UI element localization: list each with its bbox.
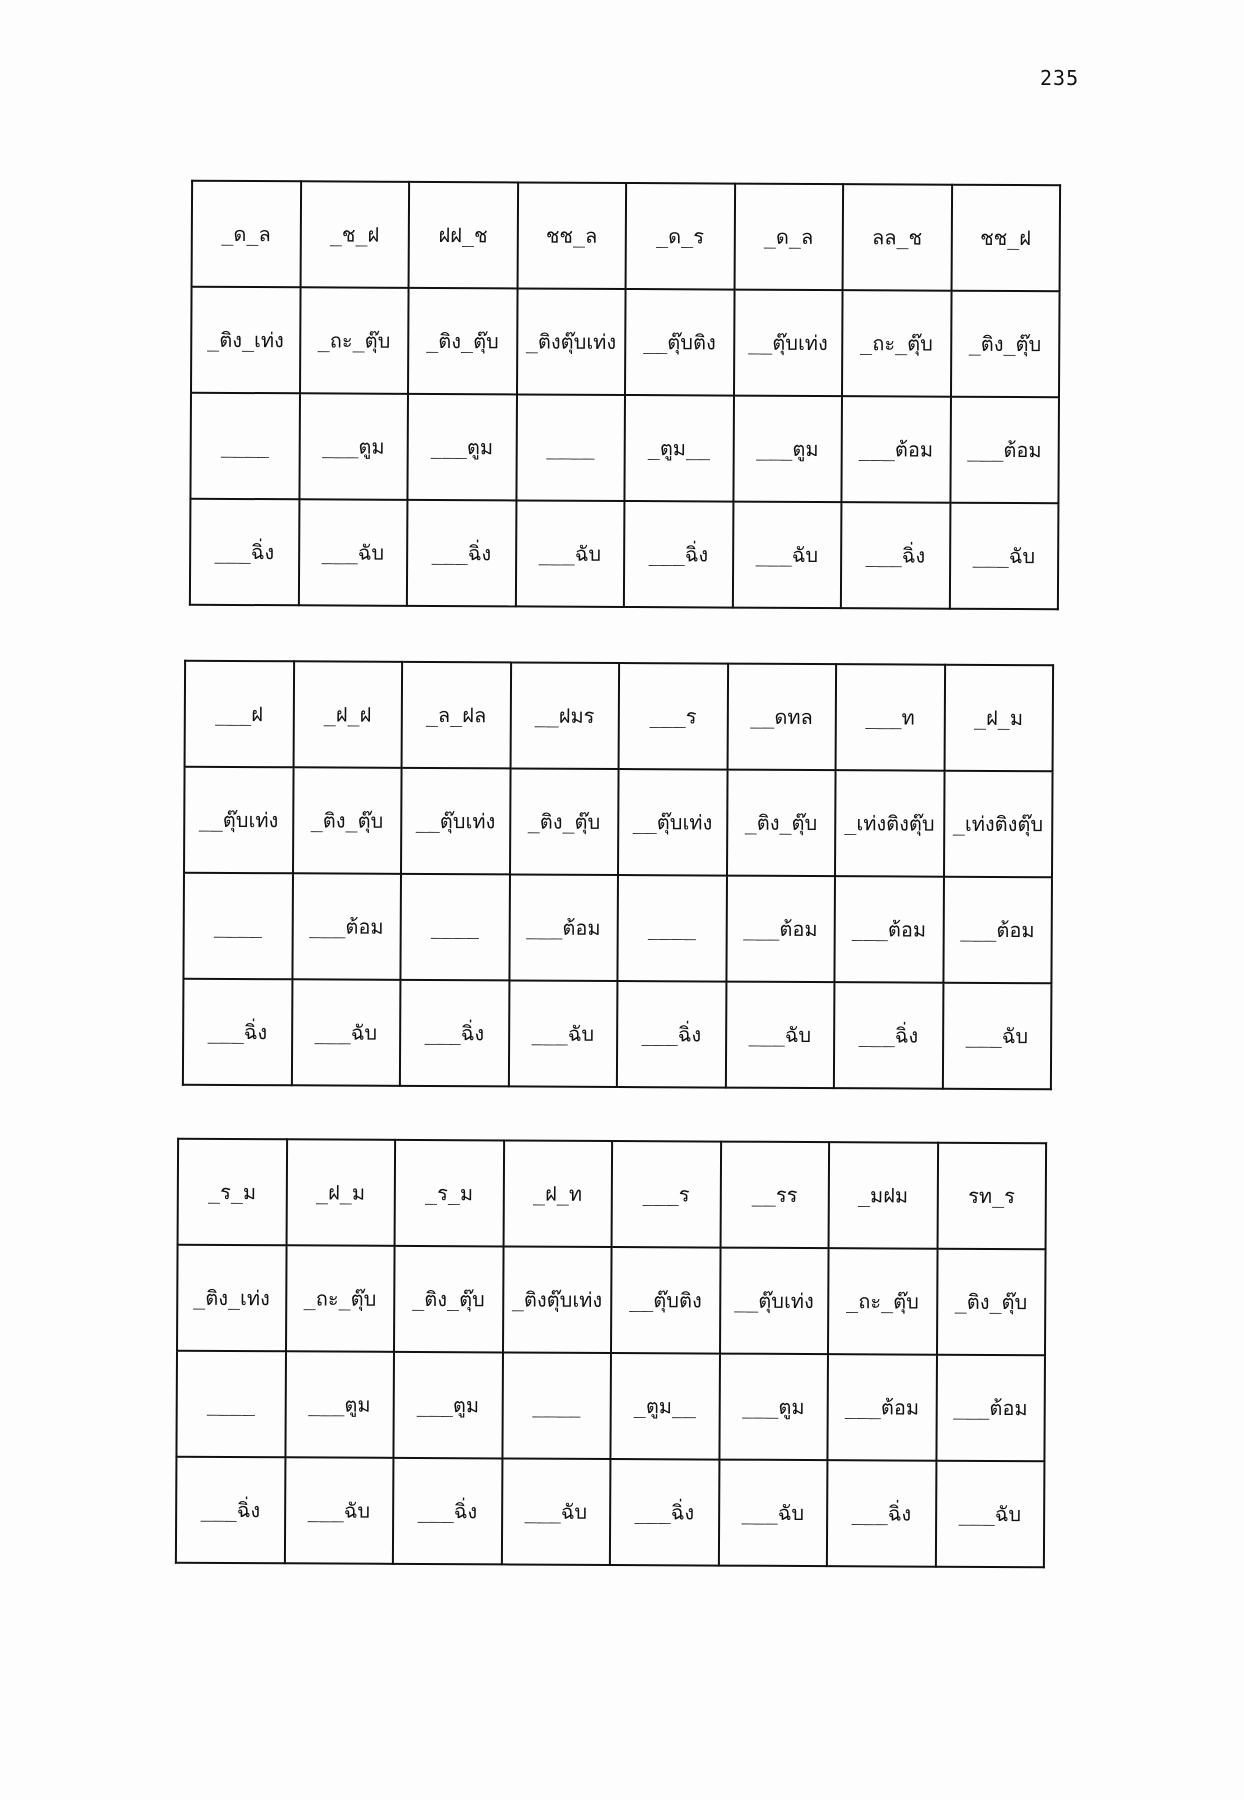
table-cell: ___ตูม <box>733 396 842 503</box>
table-row <box>191 287 1060 398</box>
table-cell: _ฝ_ม <box>286 1139 395 1246</box>
table-cell: __ดทล <box>727 664 836 771</box>
table-cell: __ตุ๊บเท่ง <box>184 767 293 874</box>
table-row <box>185 661 1054 772</box>
table-cell: ____ <box>176 1351 285 1458</box>
table-cell: ___ต้อม <box>827 1354 936 1461</box>
table-cell: ___ฉับ <box>718 1460 827 1567</box>
table-cell: _ติง_ตุ๊บ <box>936 1249 1045 1356</box>
table-cell: ชช_ล <box>517 182 626 289</box>
table-cell: _ติง_เท่ง <box>191 287 300 394</box>
table-row <box>190 499 1059 610</box>
table-cell: __ฝมร <box>510 662 619 769</box>
table-cell: ____ <box>183 873 292 980</box>
table-cell: _ติงตุ๊บเท่ง <box>503 1246 612 1353</box>
table-cell: ___ต้อม <box>292 873 401 980</box>
table-cell: ___ฉับ <box>935 1461 1044 1568</box>
table-cell: _ฝ_ม <box>944 665 1053 772</box>
notation-table-3 <box>175 1138 1047 1569</box>
table-cell: ___ฉับ <box>725 982 834 1089</box>
table-cell: ___ตูม <box>285 1351 394 1458</box>
table-cell: ___ต้อม <box>726 876 835 983</box>
table-row <box>176 1351 1045 1462</box>
notation-table-2 <box>182 660 1054 1091</box>
table-cell: _ติง_ตุ๊บ <box>950 291 1059 398</box>
table-cell: _ฝ_ท <box>503 1140 612 1247</box>
table-cell: ___ฉิ่ง <box>624 501 733 608</box>
table-cell: ___ร <box>619 663 728 770</box>
table-cell: _ด_ล <box>192 181 301 288</box>
table-cell: ___ตูม <box>407 394 516 501</box>
table-cell: ___ฉับ <box>942 983 1051 1090</box>
table-cell: __ตุ๊บเท่ง <box>719 1248 828 1355</box>
table-row <box>190 393 1059 504</box>
table-cell: _ติง_ตุ๊บ <box>726 770 835 877</box>
table-cell: ___ฉิ่ง <box>834 982 943 1089</box>
table-cell: _มฝม <box>829 1142 938 1249</box>
table-cell: _ถะ_ตุ๊บ <box>842 290 951 397</box>
table-cell: ___ฉิ่ง <box>400 980 509 1087</box>
table-cell: ___ฉิ่ง <box>190 499 299 606</box>
table-cell: ___ฉับ <box>284 1457 393 1564</box>
table-cell: รท_ร <box>937 1143 1046 1250</box>
table-cell: ____ <box>502 1352 611 1459</box>
table-row <box>184 767 1053 878</box>
table-cell: ___ร <box>612 1141 721 1248</box>
table-cell: ____ <box>190 393 299 500</box>
table-cell: __ตุ๊บเท่ง <box>401 768 510 875</box>
table-cell: _ด_ร <box>626 183 735 290</box>
table-cell: ___ฉิ่ง <box>841 502 950 609</box>
table-cell: ___ฉิ่ง <box>827 1460 936 1567</box>
table-cell: _ร_ม <box>178 1139 287 1246</box>
table-cell: ___ตูม <box>719 1354 828 1461</box>
table-cell: ___ฉับ <box>732 502 841 609</box>
table-cell: ___ต้อม <box>950 397 1059 504</box>
table-cell: ____ <box>400 874 509 981</box>
table-row <box>183 873 1052 984</box>
table-cell: _เท่งติงตุ๊บ <box>943 771 1052 878</box>
table-cell: __ตุ๊บเท่ง <box>618 769 727 876</box>
table-row <box>177 1245 1046 1356</box>
notation-table-1 <box>189 180 1061 611</box>
table-cell: _ติง_ตุ๊บ <box>510 768 619 875</box>
table-cell: ___ฉิ่ง <box>617 981 726 1088</box>
table-cell: _ตูม__ <box>610 1353 719 1460</box>
table-cell: ___ตูม <box>393 1352 502 1459</box>
table-cell: _ติง_ตุ๊บ <box>394 1246 503 1353</box>
table-cell: _ตูม__ <box>624 395 733 502</box>
table-cell: _ติง_ตุ๊บ <box>408 288 517 395</box>
table-cell: _เท่งติงตุ๊บ <box>835 770 944 877</box>
table-cell: ___ท <box>836 664 945 771</box>
table-cell: ___ตูม <box>299 393 408 500</box>
table-cell: _ถะ_ตุ๊บ <box>286 1245 395 1352</box>
table-cell: _ร_ม <box>395 1140 504 1247</box>
table-cell: ___ต้อม <box>943 877 1052 984</box>
table-cell: ชช_ฝ <box>951 185 1060 292</box>
table-cell: ___ฉิ่ง <box>176 1457 285 1564</box>
table-cell: ___ฉับ <box>949 503 1058 610</box>
table-row <box>176 1457 1045 1568</box>
table-row <box>183 979 1052 1090</box>
table-cell: __ตุ๊บเท่ง <box>733 290 842 397</box>
table-row <box>178 1139 1047 1250</box>
table-cell: ___ฉับ <box>291 979 400 1086</box>
table-cell: ___ฉิ่ง <box>407 500 516 607</box>
table-cell: _ฝ_ฝ <box>293 661 402 768</box>
table-cell: ___ต้อม <box>509 874 618 981</box>
table-cell: _ติง_เท่ง <box>177 1245 286 1352</box>
table-cell: ___ต้อม <box>936 1355 1045 1462</box>
table-cell: __ตุ๊บติง <box>625 289 734 396</box>
table-cell: ____ <box>617 875 726 982</box>
table-cell: ฝฝ_ช <box>409 182 518 289</box>
table-cell: ___ฉับ <box>501 1458 610 1565</box>
table-cell: ___ฉับ <box>508 980 617 1087</box>
table-cell: ____ <box>516 394 625 501</box>
page-number: 235 <box>1040 66 1080 90</box>
table-cell: _ถะ_ตุ๊บ <box>828 1248 937 1355</box>
table-cell: _ติงตุ๊บเท่ง <box>517 288 626 395</box>
table-cell: ___ฉับ <box>298 499 407 606</box>
table-cell: ___ฉิ่ง <box>393 1458 502 1565</box>
table-row <box>192 181 1061 292</box>
table-cell: __รร <box>720 1142 829 1249</box>
table-cell: _ล_ฝล <box>402 662 511 769</box>
table-cell: _ด_ล <box>734 184 843 291</box>
table-cell: _ช_ฝ <box>300 181 409 288</box>
table-cell: ___ฉิ่ง <box>183 979 292 1086</box>
table-cell: _ติง_ตุ๊บ <box>293 767 402 874</box>
table-cell: __ตุ๊บติง <box>611 1247 720 1354</box>
table-cell: ___ต้อม <box>841 396 950 503</box>
table-cell: ___ฝ <box>185 661 294 768</box>
table-cell: ___ฉับ <box>515 500 624 607</box>
table-cell: _ถะ_ตุ๊บ <box>300 287 409 394</box>
table-cell: ___ต้อม <box>834 876 943 983</box>
table-cell: ___ฉิ่ง <box>610 1459 719 1566</box>
table-cell: ลล_ช <box>843 184 952 291</box>
